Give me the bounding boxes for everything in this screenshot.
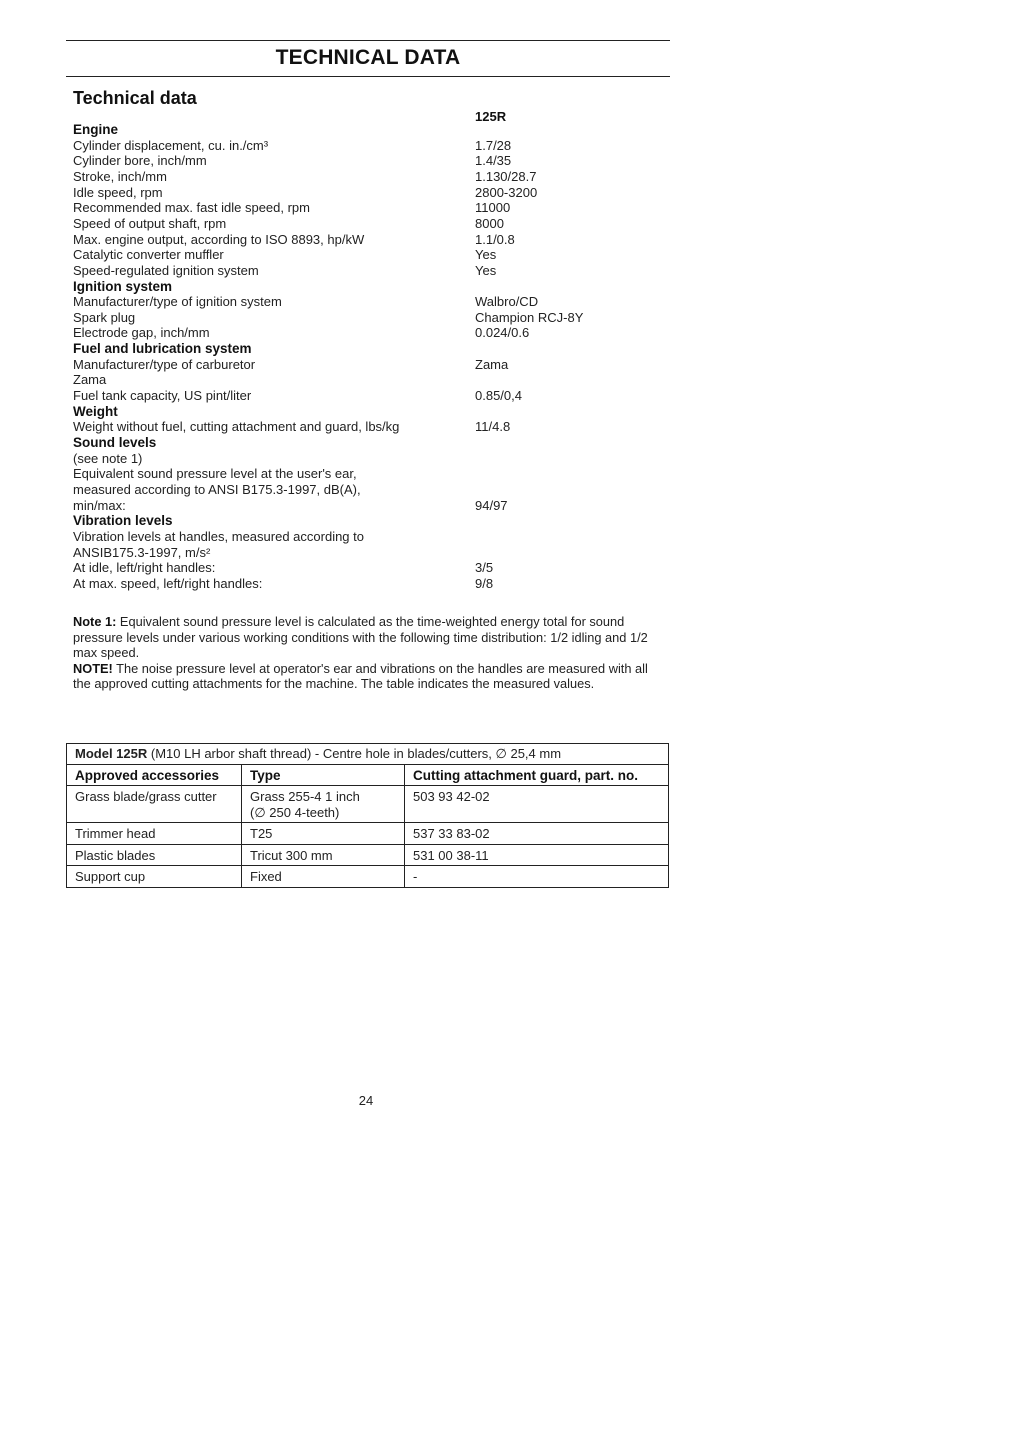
type-cell: Tricut 300 mm [242, 844, 405, 866]
spec-row [73, 310, 673, 326]
spec-row [73, 138, 673, 154]
type-cell: T25 [242, 823, 405, 845]
accessory-cell: Support cup [67, 866, 242, 888]
header-guard-part-no: Cutting attachment guard, part. no. [405, 764, 669, 786]
header-type: Type [242, 764, 405, 786]
note-1-label: Note 1: [73, 614, 117, 629]
spec-row [73, 169, 673, 185]
spec-label: Equivalent sound pressure level at the user's ear, [73, 466, 357, 482]
spec-value: 0.024/0.6 [475, 325, 530, 341]
table-row [67, 844, 669, 866]
spec-value: 11000 [475, 200, 511, 216]
spec-value: 2800-3200 [475, 184, 538, 200]
note-2 [73, 661, 665, 692]
accessory-cell: Plastic blades [67, 844, 242, 866]
spec-value: Zama [475, 356, 509, 372]
section-title: Technical data [73, 88, 197, 108]
spec-value: 1.4/35 [475, 153, 512, 169]
spec-value: 3/5 [475, 560, 494, 576]
header-approved-accessories: Approved accessories [67, 764, 242, 786]
accessories-table [66, 743, 669, 888]
header-bottom-rule [66, 76, 670, 77]
spec-label: At max. speed, left/right handles: [73, 575, 263, 591]
spec-value: 0.85/0,4 [475, 388, 522, 404]
table-row [67, 786, 669, 823]
spec-value: 1.130/28.7 [475, 168, 537, 184]
spec-label: Catalytic converter muffler [73, 247, 224, 263]
spec-row [73, 200, 673, 216]
spec-section-heading [73, 279, 673, 295]
page-header-title: TECHNICAL DATA [275, 46, 461, 69]
caption-model: Model 125R [75, 746, 148, 761]
spec-value: 11/4.8 [475, 419, 511, 435]
spec-label: (see note 1) [73, 450, 143, 466]
spec-label: Speed-regulated ignition system [73, 262, 259, 278]
spec-heading-label: Engine [73, 122, 119, 137]
spec-label: Weight without fuel, cutting attachment and guard, lbs/kg [73, 419, 400, 435]
spec-section-heading [73, 404, 673, 420]
type-text: Grass 255-4 1 inch [250, 789, 360, 804]
spec-row [73, 419, 673, 435]
part-cell: 531 00 38-11 [405, 844, 669, 866]
spec-row [73, 325, 673, 341]
spec-label: Zama [73, 372, 107, 388]
spec-value: Yes [475, 262, 497, 278]
spec-row [73, 185, 673, 201]
spec-label: At idle, left/right handles: [73, 560, 216, 576]
note-2-text: The noise pressure level at operator's ear and vibrations on the handles are measured with all the approved cutting attachments for the machine. The table indicates the measured values. [73, 660, 648, 691]
spec-heading-label: Fuel and lubrication system [73, 341, 252, 357]
spec-section-heading [73, 435, 673, 451]
spec-value: 9/8 [475, 575, 494, 591]
spec-row [73, 529, 673, 545]
spec-label: Stroke, inch/mm [73, 168, 167, 184]
table-caption [67, 744, 669, 765]
spec-section-heading [73, 341, 673, 357]
spec-label: Manufacturer/type of carburetor [73, 356, 256, 372]
spec-value: Champion RCJ-8Y [475, 309, 584, 325]
spec-row [73, 153, 673, 169]
spec-row [73, 247, 673, 263]
type-cell: Fixed [242, 866, 405, 888]
spec-row [73, 232, 673, 248]
caption-text: (M10 LH arbor shaft thread) - Centre hole in blades/cutters, ∅ 25,4 mm [147, 746, 562, 761]
spec-label: Speed of output shaft, rpm [73, 215, 227, 231]
header-top-rule [66, 40, 670, 41]
spec-heading-label: Ignition system [73, 278, 173, 294]
spec-heading-label: Sound levels [73, 435, 157, 450]
note-2-label: NOTE! [73, 660, 113, 676]
spec-label: Vibration levels at handles, measured according to [73, 528, 364, 544]
page-number: 24 [358, 1093, 374, 1108]
note-1 [73, 614, 665, 661]
spec-value: 8000 [475, 215, 504, 231]
model-column-heading: 125R [475, 109, 507, 124]
spec-label: Idle speed, rpm [73, 184, 163, 200]
part-cell: 503 93 42-02 [405, 786, 669, 823]
spec-row [73, 388, 673, 404]
table-row [67, 866, 669, 888]
spec-label: measured according to ANSI B175.3-1997, dB(A), [73, 481, 361, 497]
spec-value: 1.1/0.8 [475, 231, 515, 247]
table-row [67, 823, 669, 845]
spec-row [73, 357, 673, 373]
spec-value: Walbro/CD [475, 294, 539, 310]
note-1-text: Equivalent sound pressure level is calculated as the time-weighted energy total for sound pressure levels under various working conditions with the following time distribution: 1/2 idling and 1/2 max speed. [73, 614, 648, 660]
spec-heading-label: Vibration levels [73, 513, 173, 529]
spec-row [73, 263, 673, 279]
spec-row [73, 294, 673, 310]
spec-section-heading [73, 122, 673, 138]
part-cell: 537 33 83-02 [405, 823, 669, 845]
spec-label: Spark plug [73, 309, 136, 325]
spec-label: Cylinder bore, inch/mm [73, 153, 207, 169]
accessory-cell: Trimmer head [67, 823, 242, 845]
spec-label: Cylinder displacement, cu. in./cm³ [73, 137, 269, 153]
spec-value: 94/97 [475, 497, 508, 513]
spec-row [73, 560, 673, 576]
type-cell [242, 786, 405, 823]
table-header-row [67, 764, 669, 786]
spec-label: Electrode gap, inch/mm [73, 325, 210, 341]
accessory-cell: Grass blade/grass cutter [67, 786, 242, 823]
spec-label: Manufacturer/type of ignition system [73, 294, 282, 310]
spec-row [73, 482, 673, 498]
spec-value: Yes [475, 247, 497, 263]
spec-label: min/max: [73, 497, 126, 513]
table-caption-row [67, 744, 669, 765]
spec-row [73, 451, 673, 467]
spec-row [73, 372, 673, 388]
spec-label: Recommended max. fast idle speed, rpm [73, 200, 310, 216]
notes-block [73, 614, 665, 692]
spec-row [73, 498, 673, 514]
type-note: (∅ 250 4-teeth) [250, 804, 340, 820]
spec-row [73, 545, 673, 561]
spec-value: 1.7/28 [475, 137, 512, 153]
spec-section-heading [73, 513, 673, 529]
spec-row [73, 576, 673, 592]
spec-label: Max. engine output, according to ISO 8893, hp/kW [73, 231, 365, 247]
spec-label: ANSIB175.3-1997, m/s² [73, 544, 211, 560]
spec-heading-label: Weight [73, 403, 118, 419]
spec-label: Fuel tank capacity, US pint/liter [73, 388, 252, 404]
spec-row [73, 216, 673, 232]
spec-row [73, 466, 673, 482]
part-cell: - [405, 866, 669, 888]
